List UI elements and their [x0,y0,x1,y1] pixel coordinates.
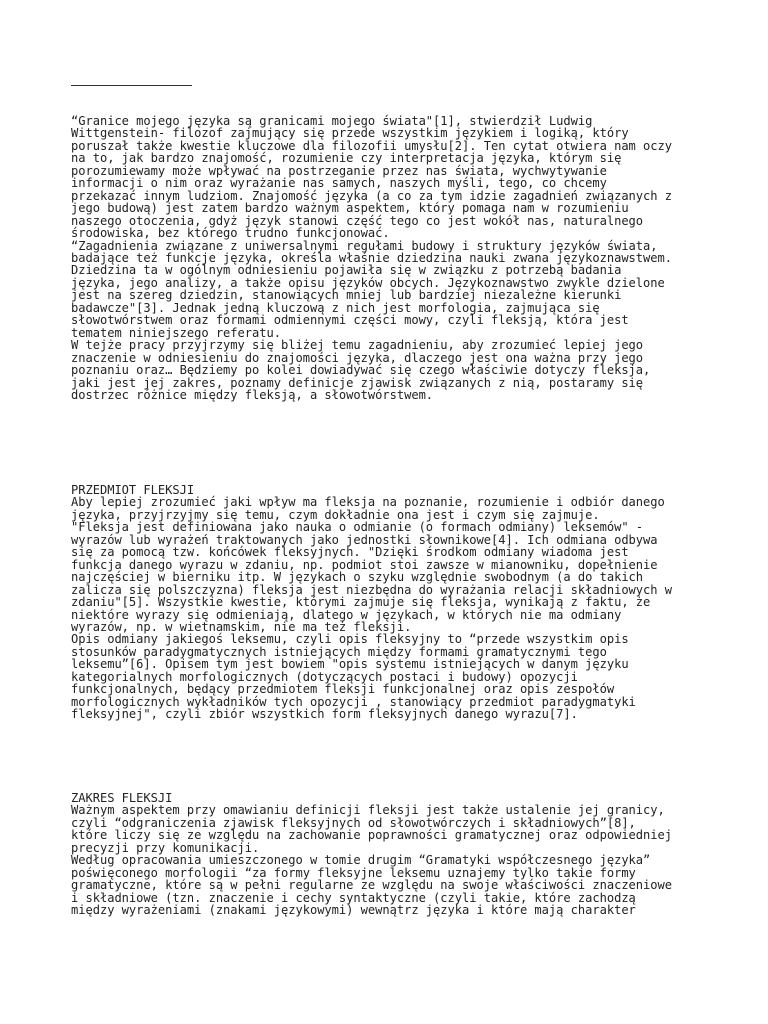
footnote-separator-rule [71,85,192,86]
text-line: na to, jak bardzo znajomość, rozumienie czy interpretacja języka, którym się [71,151,622,166]
text-line: gramatyczne, które są w pełni regularne ze względu na swoje właściwości znaczeniowe [71,878,673,893]
text-line: zalicza się polszczyzna) fleksja jest niezbędna do wyrażania relacji składniowych w [71,582,673,597]
text-line: języka, jego analizy, a także opisu języków obcych. Językoznawstwo zwykle dzielone [71,275,665,290]
text-line: poruszał także kwestie kluczowe dla filozofii umysłu[2]. Ten cytat otwiera nam oczy [71,138,673,153]
text-line: “Granice mojego języka są granicami mojego świata"[1], stwierdził Ludwig [71,114,593,128]
text-line: poświęconego morfologii “za formy fleksyjne leksemu uznajemy tylko takie formy [71,865,636,880]
text-line: badawcze"[3]. Jednak jedną kluczową z nich jest morfologia, zajmująca się [71,300,600,315]
text-line: wyrazów, np. w wietnamskim, nie ma też fleksji. [71,619,412,634]
text-line: wyrazów lub wyrażeń traktowanych jako jednostki słownikowe[4]. Ich odmiana odbywa [71,532,658,547]
zakres-paragraph-2 [71,854,761,916]
text-line: kategorialnych morfologicznych (dotyczących postaci i budowy) opozycji [71,669,578,684]
text-line: jaki jest jej zakres, poznamy definicje zjawisk związanych z nią, postaramy się [71,375,644,390]
text-line: funkcjonalnych, będący przedmiotem fleksji funkcjonalnej oraz opis zespołów [71,682,615,697]
text-line: jest na szereg dziedzin, stanowiących mniej lub bardziej niezależne kierunki [71,288,622,303]
text-line: najczęściej w bierniku itp. W językach o szyku względnie swobodnym (a do takich [71,570,644,585]
text-line: niektóre wyrazy się odmieniają, dlatego w językach, w których nie ma odmiany [71,607,622,622]
intro-paragraph-2 [71,240,761,340]
text-line: jego budową) jest zatem bardzo ważnym aspektem, który pomaga nam w rozumieniu [71,201,629,216]
text-line: i składniowe (tzn. znaczenie i cechy syntaktyczne (czyli takie, które zachodzą [71,890,636,905]
text-line: informacji o nim oraz wyrażanie nas samych, naszych myśli, tego, co chcemy [71,176,607,191]
section-heading: PRZEDMIOT FLEKSJI [71,483,195,497]
intro-section [71,115,761,401]
text-line: morfologicznych wykładników tych opozycji , stanowiący przedmiot paradygmatyki [71,694,636,709]
przedmiot-paragraph-2 [71,521,761,633]
text-line: W tejże pracy przyjrzymy się bliżej temu zagadnieniu, aby zrozumieć lepiej jego [71,338,644,353]
intro-paragraph-1 [71,115,761,240]
text-line: stosunków paradygmatycznych istniejących między formami gramatycznymi tego [71,644,607,659]
text-line: "Fleksja jest definiowana jako nauka o odmianie (o formach odmiany) leksemów" - [71,520,644,535]
text-line: naszego otoczenia, gdyż język stanowi część tego co jest wokół nas, naturalnego [71,213,644,228]
text-line: precyzji przy komunikacji. [71,840,260,855]
text-line: Aby lepiej zrozumieć jaki wpływ ma fleksja na poznanie, rozumienie i odbiór danego [71,495,665,510]
text-line: które liczy się ze względu na zachowanie poprawności gramatycznej oraz odpowiedniej [71,828,673,843]
przedmiot-paragraph-3 [71,633,761,720]
text-line: Wittgenstein- filozof zajmujący się przede wszystkim językiem i logiką, który [71,126,629,141]
text-line: porozumiewamy może wpływać na postrzeganie przez nas świata, wychwytywanie [71,163,607,178]
text-line: Według opracowania umieszczonego w tomie drugim “Gramatyki współczesnego języka” [71,853,651,868]
text-line: Dziedzina ta w ogólnym odniesieniu pojawiła się w związku z potrzebą badania [71,263,622,278]
zakres-paragraph-1 [71,804,761,854]
text-line: środowiska, bez którego trudno funkcjonować. [71,226,390,241]
text-line: “Zagadnienia związane z uniwersalnymi regułami budowy i struktury języków świata, [71,238,658,253]
text-line: badające też funkcje języka, określa właśnie dziedzina nauki zwana językoznawstwem. [71,250,673,265]
text-line: funkcja danego wyrazu w zdaniu, np. podmiot stoi zawsze w mianowniku, dopełnienie [71,557,658,572]
text-line: tematem niniejszego referatu. [71,325,281,340]
text-line: języka, przyjrzyjmy się temu, czym dokładnie ona jest i czym się zajmuje. [71,507,600,522]
text-line: przekazać innym ludziom. Znajomość języka (a co za tym idzie zagadnień związanych z [71,188,673,203]
text-line: leksemu”[6]. Opisem tym jest bowiem "opis systemu istniejących w danym języku [71,657,629,672]
text-line: poznaniu oraz… Będziemy po kolei dowiadywać się czego właściwie dotyczy fleksja, [71,363,651,378]
text-line: czyli “odgraniczenia zjawisk fleksyjnych od słowotwórczych i składniowych”[8], [71,815,636,830]
text-line: fleksyjnej", czyli zbiór wszystkich form fleksyjnych danego wyrazu[7]. [71,707,578,722]
text-line: się za pomocą tzw. końcówek fleksyjnych. "Dzięki środkom odmiany wiadoma jest [71,545,629,560]
text-line: znaczenie w odniesieniu do znajomości języka, dlaczego jest ona ważna przy jego [71,350,644,365]
przedmiot-paragraph-1 [71,496,761,521]
przedmiot-fleksji-section [71,484,761,721]
text-line: Ważnym aspektem przy omawianiu definicji fleksji jest także ustalenie jej granicy, [71,803,665,818]
text-line: dostrzec różnice między fleksją, a słowotwórstwem. [71,387,434,402]
zakres-fleksji-section [71,792,761,917]
text-line: słowotwórstwem oraz formami odmiennymi części mowy, czyli fleksją, która jest [71,313,629,328]
intro-paragraph-3 [71,339,761,401]
text-line: zdaniu"[5]. Wszystkie kwestie, którymi zajmuje się fleksja, wynikają z faktu, że [71,595,651,610]
section-heading: ZAKRES FLEKSJI [71,791,173,805]
text-line: między wyrażeniami (znakami językowymi) wewnątrz języka i które mają charakter [71,903,636,918]
text-line: Opis odmiany jakiegoś leksemu, czyli opis fleksyjny to “przede wszystkim opis [71,632,629,647]
